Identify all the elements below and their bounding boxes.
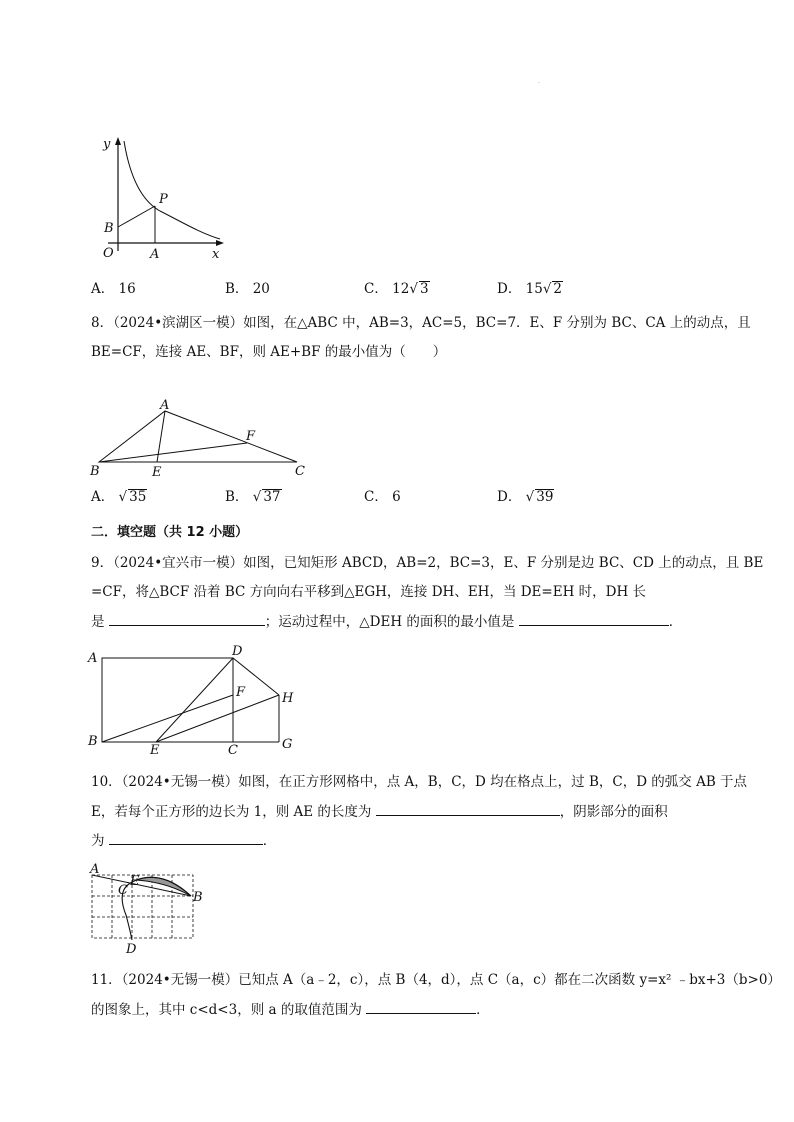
label-E: E	[150, 743, 160, 756]
label-E: E	[152, 465, 162, 480]
shaded-region	[136, 877, 191, 896]
hyperbola-curve	[124, 141, 220, 239]
q9-blank-2[interactable]	[519, 611, 669, 626]
q11-blank-1[interactable]	[366, 999, 476, 1014]
label-B: B	[104, 221, 114, 236]
label-A: A	[90, 862, 100, 877]
q10-line-3: 为 ．	[91, 830, 276, 851]
label-E: E	[130, 874, 140, 889]
label-D: D	[126, 942, 137, 956]
segment-BF	[102, 695, 233, 742]
label-x: x	[212, 247, 220, 262]
q9-line-2: =CF，将△BCF 沿着 BC 方向向右平移到△EGH，连接 DH、EH，当 DE=EH 时，DH 长	[91, 584, 647, 600]
section-title-fill-in: 二．填空题（共 12 小题）	[91, 525, 249, 540]
q8-line-1: 8．（2024•滨湖区一模）如图，在△ABC 中，AB=3，AC=5，BC=7．E、F 分别为 BC、CA 上的动点，且	[91, 315, 751, 331]
q10-blank-2[interactable]	[109, 830, 263, 845]
x-axis-arrow	[216, 240, 224, 246]
q8-figure	[85, 395, 315, 480]
q8-option-c: C． 6	[364, 489, 401, 505]
q10-line-2: E，若每个正方形的边长为 1，则 AE 的长度为 ，阴影部分的面积	[91, 801, 668, 822]
q9-line-3: 是 ；运动过程中，△DEH 的面积的最小值是 ．	[91, 611, 682, 632]
q9-blank-1[interactable]	[109, 611, 265, 626]
label-C: C	[228, 743, 238, 756]
label-y: y	[103, 137, 111, 152]
q9-figure	[86, 644, 301, 756]
label-O: O	[103, 246, 114, 261]
q10-figure	[86, 860, 211, 956]
label-C: C	[295, 464, 305, 479]
segment-BP	[118, 206, 155, 227]
label-B: B	[90, 464, 100, 479]
label-H: H	[282, 691, 294, 706]
q10-line-1: 10．（2024•无锡一模）如图，在正方形网格中，点 A，B，C，D 均在格点上，过 B，C，D 的弧交 AB 于点	[91, 774, 748, 790]
q7-option-b: B． 20	[225, 281, 270, 297]
segment-BF	[99, 443, 247, 462]
label-D: D	[232, 644, 243, 659]
q7-option-a: A． 16	[91, 281, 136, 297]
label-G: G	[282, 737, 293, 752]
y-axis-arrow	[115, 137, 121, 145]
label-A: A	[150, 247, 160, 262]
label-F: F	[236, 685, 246, 700]
label-P: P	[159, 192, 168, 207]
triangle-ABC	[99, 411, 297, 462]
q8-option-b: B． √ 37	[225, 489, 281, 505]
segment-DE	[156, 658, 233, 742]
q7-option-c: C． 12√ 3	[364, 281, 429, 297]
grid	[92, 875, 193, 938]
q8-option-d: D． √ 39	[497, 489, 554, 505]
label-F: F	[246, 429, 256, 444]
segment-EH	[156, 695, 279, 742]
page-dot: ·	[538, 80, 540, 87]
label-C: C	[118, 883, 128, 898]
q11-line-1: 11．（2024•无锡一模）已知点 A（a﹣2，c），点 B（4，d），点 C（a，c）都在二次函数 y=x² ﹣bx+3（b>0）	[91, 972, 781, 988]
q9-line-1: 9．（2024•宜兴市一模）如图，已知矩形 ABCD，AB=2，BC=3，E、F 分别是边 BC、CD 上的动点，且 BE	[91, 555, 764, 571]
q7-figure	[100, 133, 230, 263]
label-A: A	[160, 398, 170, 413]
q8-line-2: BE=CF，连接 AE、BF，则 AE+BF 的最小值为（ ）	[91, 344, 447, 360]
q8-option-a: A． √ 35	[91, 489, 147, 505]
label-B: B	[88, 734, 98, 749]
q7-option-d: D． 15√ 2	[497, 281, 563, 297]
label-B: B	[193, 890, 203, 905]
q10-blank-1[interactable]	[376, 801, 560, 816]
label-A: A	[88, 651, 98, 666]
q11-line-2: 的图象上，其中 c<d<3，则 a 的取值范围为 ．	[91, 999, 490, 1020]
